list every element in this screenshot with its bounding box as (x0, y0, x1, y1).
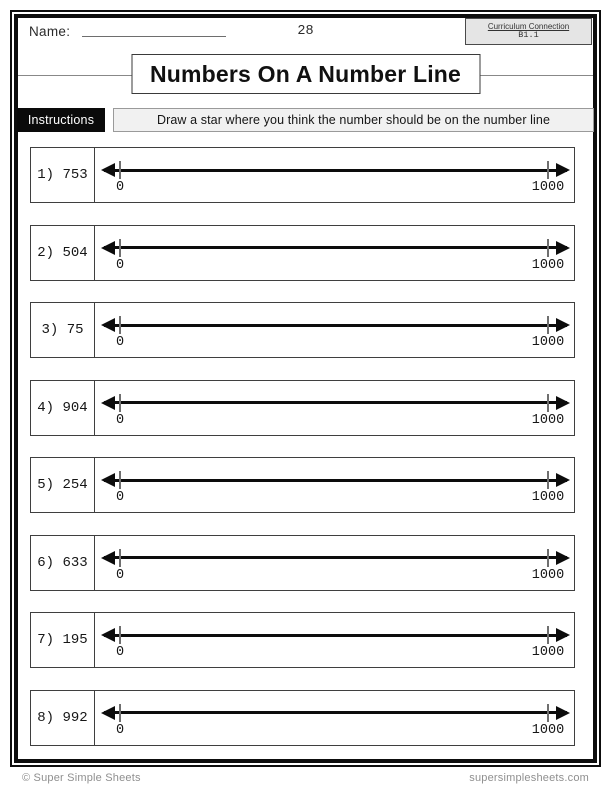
number-line-draw-area[interactable] (95, 303, 574, 357)
arrow-right-icon (556, 628, 570, 642)
tick-label-end: 1000 (531, 490, 565, 505)
tick-label-start: 0 (115, 180, 125, 195)
tick-label-end: 1000 (531, 335, 565, 350)
problem-number-label: 1) 753 (31, 148, 95, 202)
tick-mark-end (547, 239, 549, 257)
number-line-draw-area[interactable] (95, 148, 574, 202)
problem-row (30, 380, 575, 436)
page-title: Numbers On A Number Line (149, 60, 462, 87)
tick-mark-start (119, 239, 121, 257)
curriculum-connection-title: Curriculum Connection (487, 22, 570, 32)
arrow-right-icon (556, 241, 570, 255)
instructions-bar (17, 108, 594, 132)
arrow-left-icon (101, 241, 115, 255)
arrow-left-icon (101, 163, 115, 177)
problem-rows (30, 147, 575, 746)
arrow-left-icon (101, 318, 115, 332)
arrow-left-icon (101, 396, 115, 410)
tick-mark-end (547, 549, 549, 567)
arrow-left-icon (101, 628, 115, 642)
tick-mark-start (119, 394, 121, 412)
number-line (104, 246, 567, 249)
problem-number-label: 2) 504 (31, 226, 95, 280)
tick-mark-end (547, 704, 549, 722)
arrow-right-icon (556, 706, 570, 720)
tick-mark-start (119, 471, 121, 489)
tick-label-start: 0 (115, 645, 125, 660)
number-line (104, 711, 567, 714)
tick-mark-end (547, 316, 549, 334)
arrow-left-icon (101, 706, 115, 720)
problem-number-label: 8) 992 (31, 691, 95, 745)
tick-mark-end (547, 394, 549, 412)
page-number: 28 (297, 24, 314, 39)
number-line-draw-area[interactable] (95, 381, 574, 435)
problem-number-label: 7) 195 (31, 613, 95, 667)
name-label: Name: (29, 24, 71, 39)
number-line-draw-area[interactable] (95, 536, 574, 590)
tick-mark-start (119, 316, 121, 334)
tick-mark-start (119, 626, 121, 644)
problem-number-label: 5) 254 (31, 458, 95, 512)
problem-row (30, 457, 575, 513)
tick-label-start: 0 (115, 257, 125, 273)
instructions-label: Instructions (17, 108, 105, 132)
number-line (104, 169, 567, 172)
number-line (104, 401, 567, 404)
title-box (131, 54, 480, 94)
arrow-right-icon (556, 318, 570, 332)
number-line (104, 556, 567, 559)
copyright-text: © Super Simple Sheets (22, 772, 141, 784)
number-line (104, 324, 567, 327)
tick-label-end: 1000 (531, 567, 565, 583)
tick-label-start: 0 (115, 412, 125, 428)
worksheet-page (10, 10, 601, 767)
tick-label-start: 0 (115, 490, 125, 505)
tick-label-start: 0 (115, 335, 125, 350)
arrow-right-icon (556, 551, 570, 565)
problem-number-label: 6) 633 (31, 536, 95, 590)
arrow-right-icon (556, 396, 570, 410)
number-line-draw-area[interactable] (95, 691, 574, 745)
tick-label-end: 1000 (531, 257, 565, 273)
problem-number-label: 3) 75 (31, 303, 95, 357)
instructions-text: Draw a star where you think the number should be on the number line (113, 108, 594, 132)
tick-mark-start (119, 549, 121, 567)
number-line-draw-area[interactable] (95, 226, 574, 280)
number-line (104, 479, 567, 482)
problem-row (30, 690, 575, 746)
problem-row (30, 225, 575, 281)
worksheet-page-inner (14, 14, 597, 763)
arrow-right-icon (556, 163, 570, 177)
website-link[interactable]: supersimplesheets.com (469, 772, 589, 784)
curriculum-connection-box (465, 18, 592, 45)
tick-mark-end (547, 471, 549, 489)
problem-row (30, 612, 575, 668)
tick-label-end: 1000 (531, 180, 565, 195)
tick-mark-start (119, 161, 121, 179)
arrow-left-icon (101, 551, 115, 565)
tick-mark-end (547, 161, 549, 179)
arrow-right-icon (556, 473, 570, 487)
tick-label-end: 1000 (531, 645, 565, 660)
tick-label-start: 0 (115, 567, 125, 583)
problem-row (30, 535, 575, 591)
number-line-draw-area[interactable] (95, 613, 574, 667)
arrow-left-icon (101, 473, 115, 487)
tick-mark-start (119, 704, 121, 722)
problem-number-label: 4) 904 (31, 381, 95, 435)
problem-row (30, 302, 575, 358)
number-line-draw-area[interactable] (95, 458, 574, 512)
problem-row (30, 147, 575, 203)
tick-mark-end (547, 626, 549, 644)
tick-label-end: 1000 (531, 722, 565, 738)
tick-label-end: 1000 (531, 412, 565, 428)
number-line (104, 634, 567, 637)
curriculum-connection-code: B1.1 (518, 30, 539, 41)
tick-label-start: 0 (115, 722, 125, 738)
